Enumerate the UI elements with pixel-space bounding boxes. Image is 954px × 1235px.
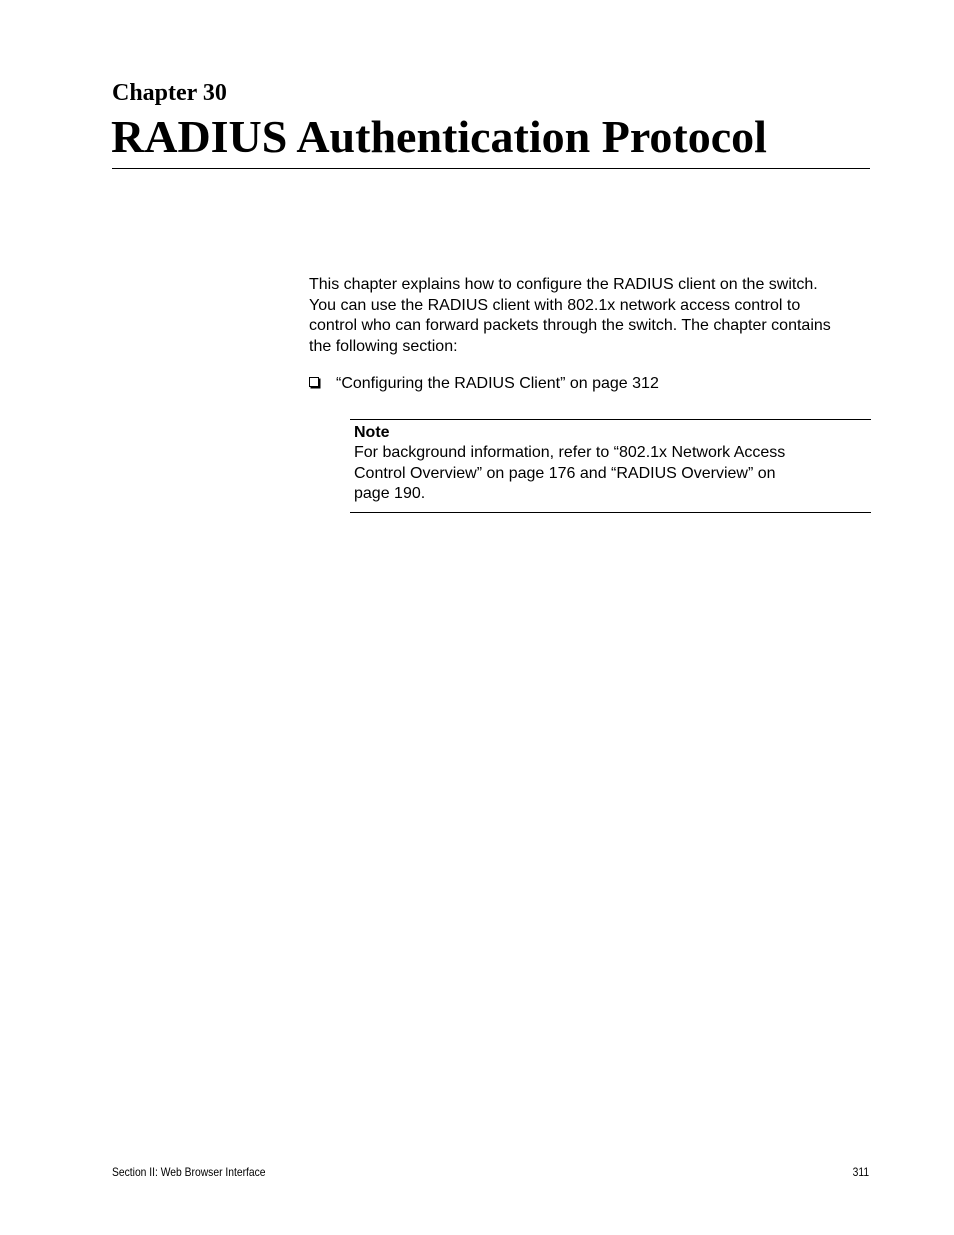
intro-line: the following section: xyxy=(309,337,458,355)
note-line: Control Overview” on page 176 and “RADIUS Overview” on xyxy=(354,464,776,482)
section-list xyxy=(309,374,869,394)
list-item[interactable] xyxy=(309,374,869,394)
footer-section-title: Section II: Web Browser Interface xyxy=(112,1165,266,1179)
chapter-title: RADIUS Authentication Protocol xyxy=(111,111,767,162)
footer-page-number: 311 xyxy=(852,1165,869,1179)
note-line: page 190. xyxy=(354,485,426,502)
checkbox-bullet-icon xyxy=(309,377,319,387)
intro-line: You can use the RADIUS client with 802.1x network access control to xyxy=(309,296,801,314)
intro-line: control who can forward packets through the switch. The chapter contains xyxy=(309,317,831,334)
note-heading: Note xyxy=(354,424,390,441)
intro-line: This chapter explains how to configure the RADIUS client on the switch. xyxy=(309,276,818,293)
note-box xyxy=(350,419,871,513)
note-body xyxy=(354,443,824,505)
section-link[interactable]: “Configuring the RADIUS Client” on page 312 xyxy=(336,375,659,392)
note-line: For background information, refer to “802.1x Network Access xyxy=(354,444,786,461)
title-divider xyxy=(112,168,870,169)
intro-paragraph xyxy=(309,275,874,357)
chapter-label: Chapter 30 xyxy=(112,80,227,106)
